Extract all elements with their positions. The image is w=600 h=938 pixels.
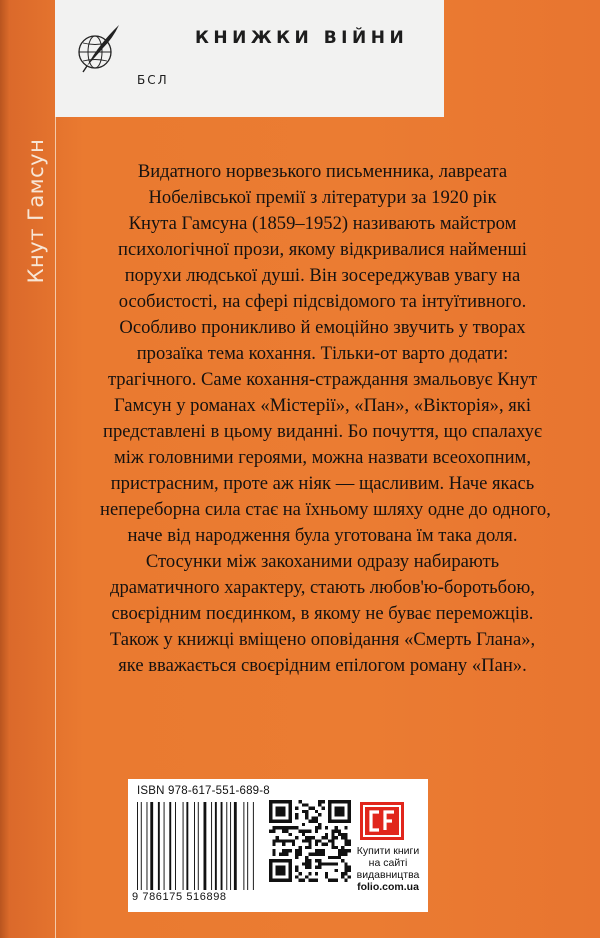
publisher-site-link[interactable]: folio.com.ua	[357, 881, 419, 893]
spine-edge	[0, 0, 10, 938]
blurb-line: Нобелівської премії з літератури за 1920 рік	[148, 187, 497, 208]
blurb-line: Стосунки між закоханими одразу набирають	[145, 551, 500, 572]
blurb-line: наче від народження була уготована їм така доля.	[127, 525, 518, 546]
blurb-line: Також у книжці вміщено оповідання «Смерть Глана»,	[109, 629, 536, 650]
series-title: КНИЖКИ ВІЙНИ	[195, 28, 409, 48]
blurb-line: Гамсун у романах «Містерії», «Пан», «Вікторія», які	[114, 395, 531, 416]
buy-online-text	[352, 845, 424, 893]
blurb-line: між головними героями, можна назвати всеохопним,	[114, 447, 531, 468]
qr-code-icon	[269, 800, 351, 882]
blurb-line: Кнута Гамсуна (1859–1952) називають майстром	[128, 213, 517, 234]
blurb-line: драматичного характеру, стають любов'ю-боротьбою,	[110, 577, 535, 598]
author-name-vertical	[16, 108, 56, 313]
series-header	[55, 0, 444, 117]
buy-line: на сайті	[368, 857, 408, 869]
blurb-line: своєрідним поєдинком, в якому не буває переможців.	[111, 603, 534, 624]
blurb-line: психологічної прози, якому відкривалися найменші	[118, 239, 527, 260]
series-publisher-mark: БСЛ	[137, 73, 169, 87]
blurb-line: непереборна сила стає на їхньому шляху одне до одного,	[100, 499, 551, 520]
cf-folio-logo-icon	[360, 802, 404, 840]
barcode-digits: 9 786175 516898	[132, 891, 227, 903]
barcode-icon	[135, 802, 261, 893]
author-name-text: Кнут Гамсун	[24, 138, 48, 283]
blurb-line: трагічного. Саме кохання-страждання змальовує Кнут	[107, 369, 538, 390]
barcode-panel	[128, 779, 428, 912]
blurb-line: пристрасним, проте аж ніяк — щасливим. Наче якась	[110, 473, 535, 494]
buy-line: Купити книги	[356, 845, 420, 857]
blurb-line: порухи людської душі. Він зосереджував увагу на	[124, 265, 521, 286]
blurb-line: Видатного норвезького письменника, лавреата	[137, 161, 508, 182]
blurb-line: яке вважається своєрідним епілогом роману «Пан».	[118, 655, 527, 676]
blurb-line: особистості, на сфері підсвідомого та інтуїтивного.	[118, 291, 527, 312]
blurb-line: представлені в цьому виданні. Бо почуття, що спалахує	[103, 421, 542, 442]
buy-line: видавництва	[356, 869, 420, 881]
blurb-line: прозаїка тема кохання. Тільки-от варто додати:	[136, 343, 509, 364]
isbn-text: ISBN 978-617-551-689-8	[137, 785, 270, 797]
book-blurb	[100, 159, 551, 679]
blurb-line: Особливо проникливо й емоційно звучить у творах	[119, 317, 526, 338]
globe-with-quill-icon	[73, 22, 121, 74]
